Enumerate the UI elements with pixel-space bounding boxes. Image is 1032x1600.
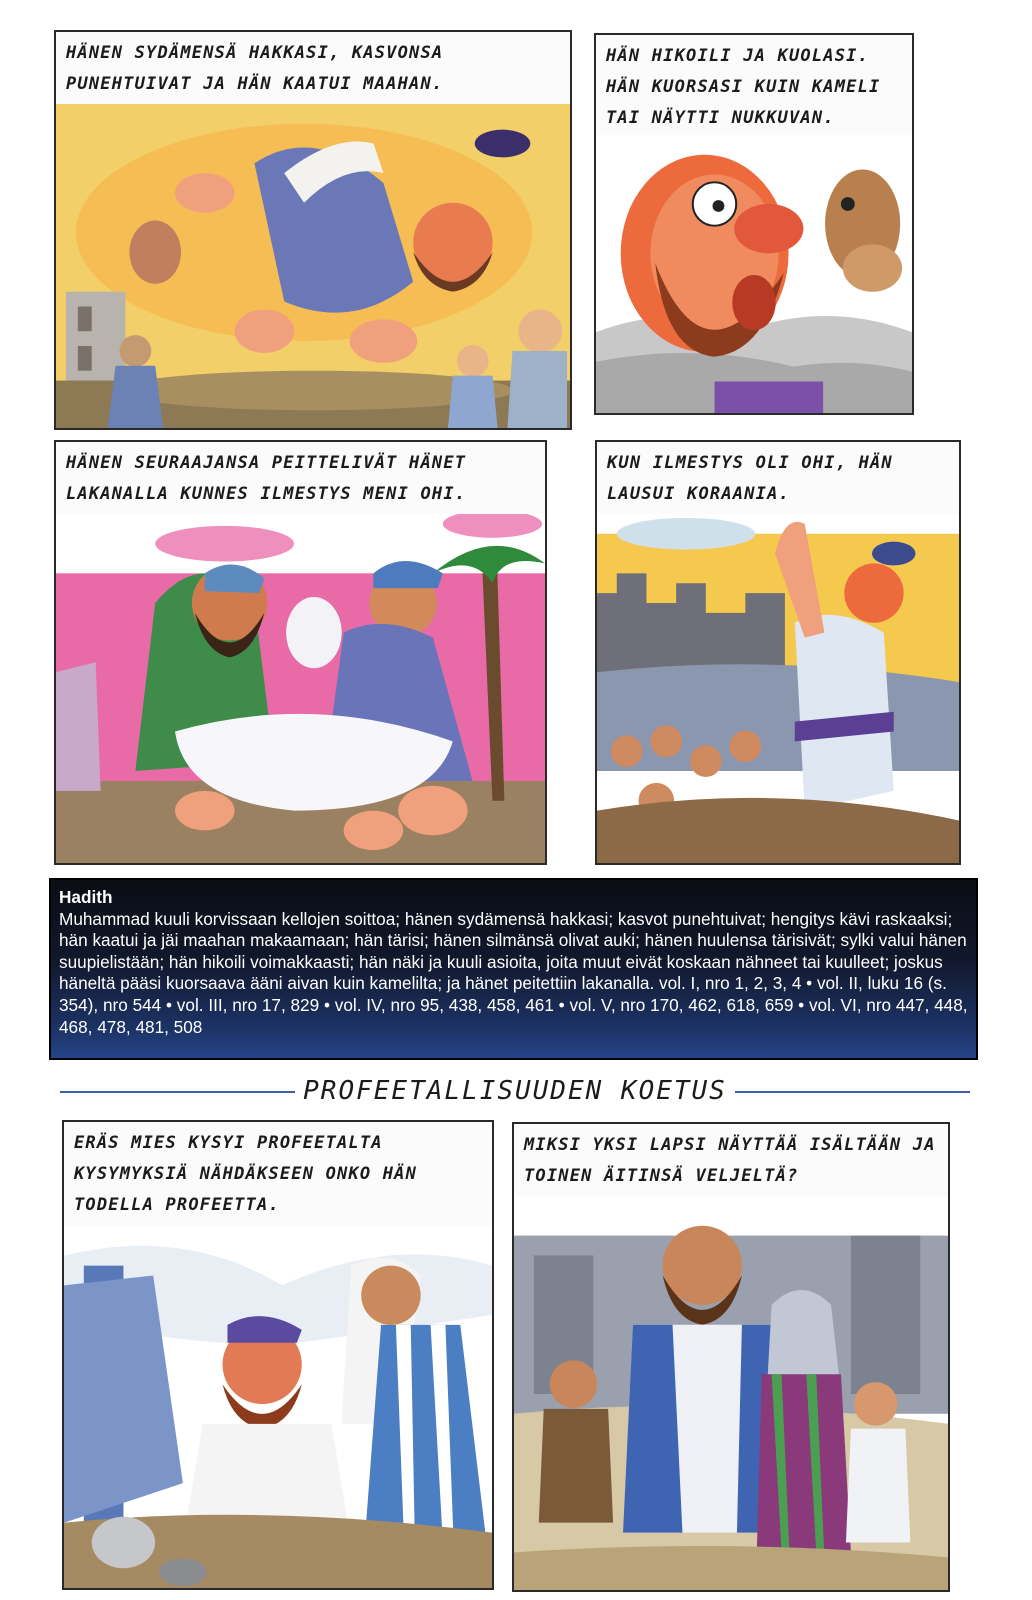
section-title: PROFEETALLISUUDEN KOETUS [295,1076,735,1106]
panel-illustration [514,1196,948,1590]
panel-caption: ERÄS MIES KYSYI PROFEETALTA KYSYMYKSIÄ NÄHDÄKSEEN ONKO HÄN TODELLA PROFEETTA. [64,1122,492,1226]
panel-illustration [64,1226,492,1588]
hadith-text: Muhammad kuuli korvissaan kellojen soittoa; hänen sydämensä hakkasi; kasvot punehtuivat; hengitys kävi raskaaksi; hän kaatui ja jäi maahan makaamaan; hän tärisi; hänen silmänsä olivat auki; hänen huulensa tärisivät; sylki valui hänen suupielistään; hän hikoili voimakkaasti; hän näki ja kuuli asioita, joita muut eivät koskaan nähneet tai kuulleet; joskus häneltä pääsi kuorsaava ääni aivan kuin kamelilta; ja hänet peitettiin lakanalla. vol. I, nro 1, 2, 3, 4 • vol. II, luku 16 (s. 354), nro 544 • vol. III, nro 17, 829 • vol. IV, nro 95, 438, 458, 461 • vol. V, nro 170, 462, 618, 659 • vol. VI, nro 447, 448, 468, 478, 481, 508 [59,908,968,1037]
panel-illustration [596,135,912,413]
panel-caption: KUN ILMESTYS OLI OHI, HÄN LAUSUI KORAANIA. [597,442,959,514]
comic-panel-1 [54,30,572,430]
comic-panel-3 [54,440,547,865]
panel-illustration [56,514,545,863]
hadith-title: Hadith [59,887,113,907]
panel-caption: HÄN HIKOILI JA KUOLASI. HÄN KUORSASI KUIN KAMELI TAI NÄYTTI NUKKUVAN. [596,35,912,135]
section-heading [60,1072,970,1112]
panel-illustration [56,104,570,428]
panel-caption: MIKSI YKSI LAPSI NÄYTTÄÄ ISÄLTÄÄN JA TOINEN ÄITINSÄ VELJELTÄ? [514,1124,948,1196]
comic-panel-6 [512,1122,950,1592]
panel-illustration [597,514,959,863]
hadith-box [49,878,978,1060]
panel-caption: HÄNEN SYDÄMENSÄ HAKKASI, KASVONSA PUNEHTUIVAT JA HÄN KAATUI MAAHAN. [56,32,570,104]
panel-caption: HÄNEN SEURAAJANSA PEITTELIVÄT HÄNET LAKANALLA KUNNES ILMESTYS MENI OHI. [56,442,545,514]
comic-panel-2 [594,33,914,415]
comic-panel-4 [595,440,961,865]
comic-panel-5 [62,1120,494,1590]
